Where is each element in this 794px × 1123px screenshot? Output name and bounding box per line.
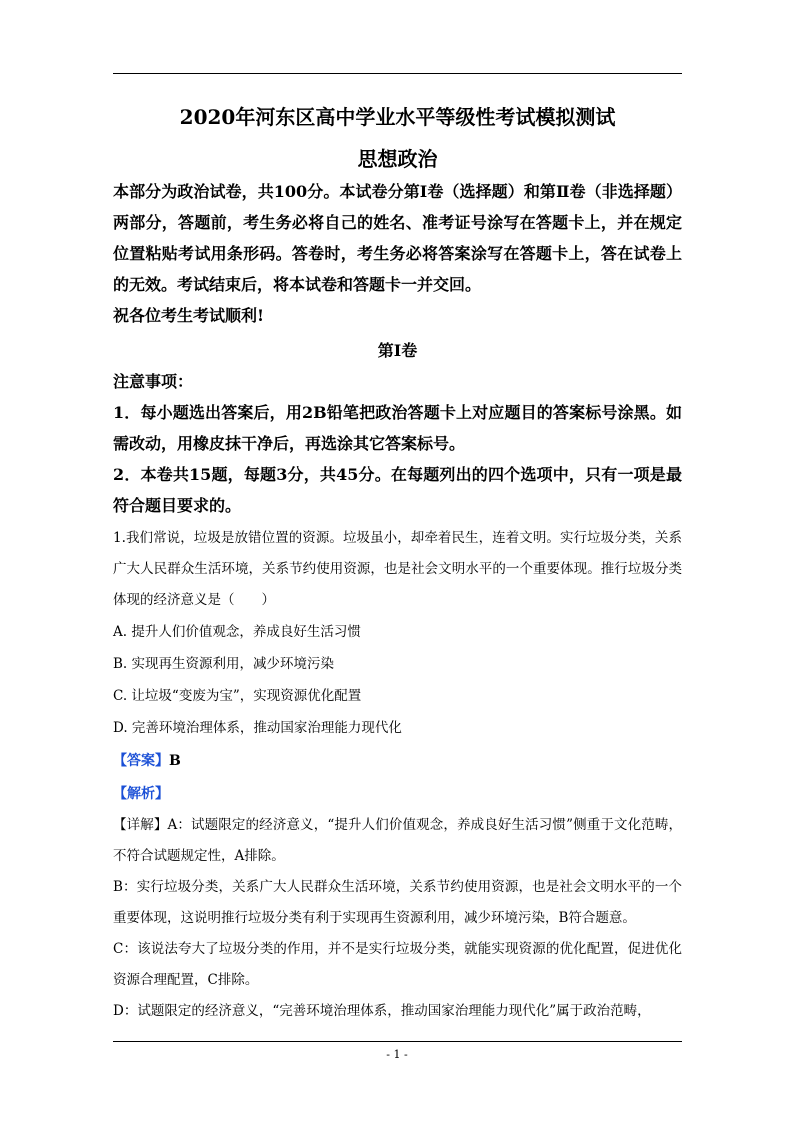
header-rule (113, 73, 682, 74)
section-title: 第Ⅰ卷 (377, 341, 418, 360)
note-2: 2．本卷共15题，每题3分，共45分。在每题列出的四个选项中，只有一项是最符合题目要求的。 (113, 465, 682, 515)
note-1: 1．每小题选出答案后，用2B铅笔把政治答题卡上对应题目的答案标号涂黑。如需改动，用橡皮抹干净后，再选涂其它答案标号。 (113, 403, 682, 453)
answer-line (113, 744, 682, 777)
exam-title: 2020年河东区高中学业水平等级性考试模拟测试 (179, 105, 616, 129)
question-1-stem: 1.我们常说，垃圾是放错位置的资源。垃圾虽小，却牵着民生，连着文明。实行垃圾分类，关系广大人民群众生活环境，关系节约使用资源，也是社会文明水平的一个重要体现。推行垃圾分类体现的经济意义是（ ） (113, 530, 682, 608)
analysis-line (113, 777, 682, 810)
detail-c: C：该说法夸大了垃圾分类的作用，并不是实行垃圾分类，就能实现资源的优化配置，促进优化资源合理配置，C排除。 (113, 941, 682, 988)
wish-line: 祝各位考生考试顺利! (113, 306, 265, 325)
footer-rule (113, 1041, 682, 1042)
detail-a-text: A：试题限定的经济意义，“提升人们价值观念，养成良好生活习惯”侧重于文化范畴，不符合试题规定性，A排除。 (113, 817, 683, 864)
detail-d: D：试题限定的经济意义，“完善环境治理体系，推动国家治理能力现代化”属于政治范畴， (113, 1003, 651, 1019)
option-b: B. 实现再生资源利用，减少环境污染 (113, 656, 335, 672)
option-c: C. 让垃圾“变废为宝”，实现资源优化配置 (113, 688, 362, 704)
notes-title: 注意事项： (113, 372, 194, 391)
detail-a (113, 810, 682, 872)
intro-paragraph: 本部分为政治试卷，共100分。本试卷分第Ⅰ卷（选择题）和第Ⅱ卷（非选择题）两部分，答题前，考生务必将自己的姓名、准考证号涂写在答题卡上，并在规定位置粘贴考试用条形码。答卷时，考生务必将答案涂写在答题卡上，答在试卷上的无效。考试结束后，将本试卷和答题卡一并交回。 (113, 182, 682, 294)
option-a: A. 提升人们价值观念，养成良好生活习惯 (113, 624, 361, 640)
page-number: - 1 - (386, 1048, 408, 1061)
answer-tag: 【答案】 (113, 753, 169, 769)
page-body (113, 100, 682, 1027)
detail-b: B：实行垃圾分类，关系广大人民群众生活环境，关系节约使用资源，也是社会文明水平的一个重要体现，这说明推行垃圾分类有利于实现再生资源利用，减少环境污染，B符合题意。 (113, 879, 682, 926)
option-d: D. 完善环境治理体系，推动国家治理能力现代化 (113, 720, 402, 736)
answer-value: B (169, 753, 181, 769)
analysis-tag: 【解析】 (113, 786, 169, 802)
detail-tag: 【详解】 (113, 817, 168, 833)
subject-title: 思想政治 (357, 147, 438, 171)
